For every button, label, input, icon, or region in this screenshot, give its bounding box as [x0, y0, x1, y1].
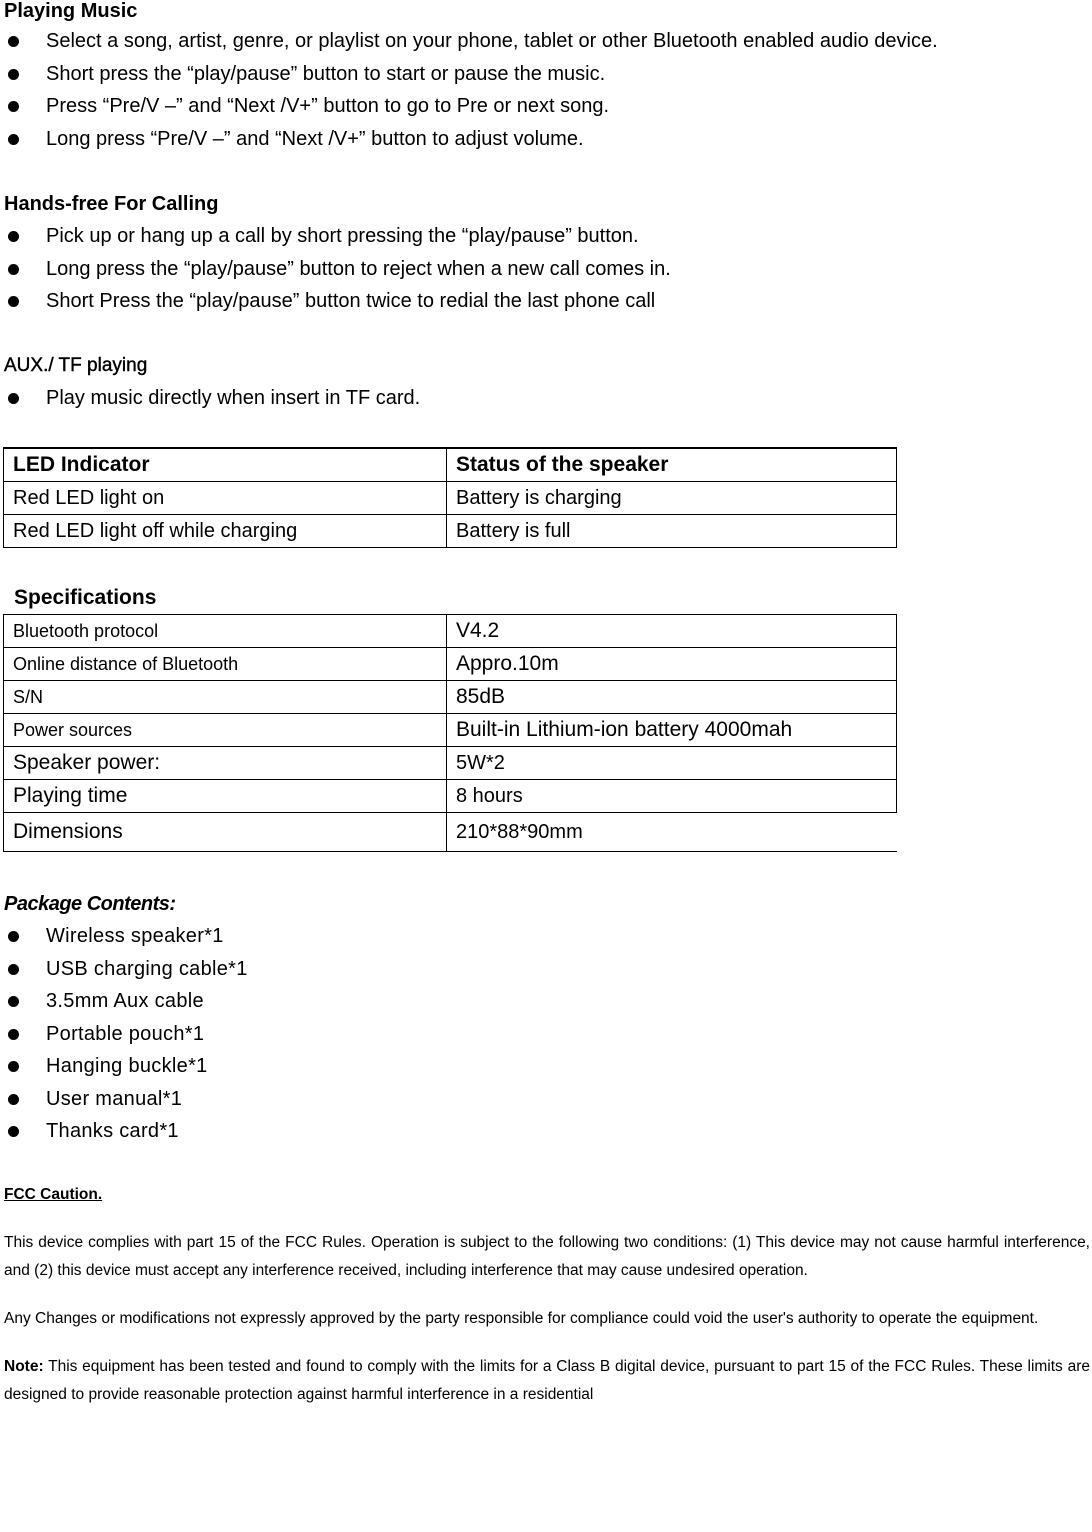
fcc-section	[4, 1181, 1090, 1409]
table-header-cell: LED Indicator	[4, 448, 447, 482]
list-item: Thanks card*1	[0, 1115, 248, 1148]
list-item: Portable pouch*1	[0, 1018, 248, 1051]
fcc-paragraph-2: Any Changes or modifications not expressly approved by the party responsible for compliance could void the user's authority to operate the equipment.	[4, 1310, 1039, 1327]
bullet-icon	[8, 964, 19, 975]
list-item: USB charging cable*1	[0, 953, 248, 986]
bullet-icon	[8, 101, 19, 112]
table-cell: Built-in Lithium-ion battery 4000mah	[447, 714, 897, 747]
list-item: Select a song, artist, genre, or playlist on your phone, tablet or other Bluetooth enabled audio device.	[0, 25, 938, 58]
table-cell: Online distance of Bluetooth	[4, 648, 447, 681]
hands-free-heading: Hands-free For Calling	[4, 193, 219, 215]
fcc-paragraph-1: This device complies with part 15 of the FCC Rules. Operation is subject to the following two conditions: (1) This device may not cause harmful interference, and (2) this device must accept any interference received, including interference that may cause undesired operation.	[4, 1234, 1090, 1279]
bullet-icon	[8, 264, 19, 275]
list-item: Hanging buckle*1	[0, 1050, 248, 1083]
table-row	[4, 482, 897, 515]
table-row	[4, 681, 897, 714]
list-item: Short press the “play/pause” button to start or pause the music.	[0, 58, 938, 91]
table-cell: Playing time	[4, 780, 447, 813]
package-contents-heading: Package Contents:	[4, 893, 176, 915]
table-row	[4, 648, 897, 681]
list-item: 3.5mm Aux cable	[0, 985, 248, 1018]
table-cell: 5W*2	[447, 747, 897, 780]
table-cell: Power sources	[4, 714, 447, 747]
bullet-icon	[8, 931, 19, 942]
fcc-caution-heading: FCC Caution.	[4, 1186, 103, 1203]
bullet-icon	[8, 1029, 19, 1040]
list-item: Play music directly when insert in TF card.	[0, 382, 420, 415]
bullet-icon	[8, 231, 19, 242]
list-item: Wireless speaker*1	[0, 920, 248, 953]
list-item: Short Press the “play/pause” button twice to redial the last phone call	[0, 285, 671, 318]
list-item: Long press “Pre/V –” and “Next /V+” button to adjust volume.	[0, 123, 938, 156]
table-row	[4, 515, 897, 548]
note-label: Note:	[4, 1358, 44, 1375]
table-cell: 85dB	[447, 681, 897, 714]
table-cell: Battery is full	[447, 515, 897, 548]
specifications-table	[3, 614, 897, 852]
bullet-icon	[8, 1126, 19, 1137]
table-row	[4, 813, 897, 852]
bullet-icon	[8, 36, 19, 47]
table-cell: S/N	[4, 681, 447, 714]
table-cell: Dimensions	[4, 813, 447, 852]
list-item: User manual*1	[0, 1083, 248, 1116]
table-cell: 210*88*90mm	[447, 813, 897, 852]
specifications-heading: Specifications	[14, 586, 157, 609]
package-contents-list	[0, 920, 248, 1148]
table-cell: Speaker power:	[4, 747, 447, 780]
list-item: Long press the “play/pause” button to reject when a new call comes in.	[0, 253, 671, 286]
table-header-cell: Status of the speaker	[447, 448, 897, 482]
aux-tf-list	[0, 382, 420, 415]
table-cell: Red LED light on	[4, 482, 447, 515]
playing-music-list	[0, 25, 938, 155]
table-cell: V4.2	[447, 615, 897, 648]
hands-free-list	[0, 220, 671, 318]
table-row	[4, 615, 897, 648]
playing-music-heading: Playing Music	[4, 0, 138, 22]
bullet-icon	[8, 996, 19, 1007]
list-item: Press “Pre/V –” and “Next /V+” button to go to Pre or next song.	[0, 90, 938, 123]
table-row	[4, 747, 897, 780]
bullet-icon	[8, 1061, 19, 1072]
table-cell: Battery is charging	[447, 482, 897, 515]
table-cell: Red LED light off while charging	[4, 515, 447, 548]
fcc-note-paragraph	[4, 1353, 1090, 1409]
bullet-icon	[8, 393, 19, 404]
led-indicator-table	[3, 447, 897, 548]
table-cell: Bluetooth protocol	[4, 615, 447, 648]
note-text: This equipment has been tested and found to comply with the limits for a Class B digital device, pursuant to part 15 of the FCC Rules. These limits are designed to provide reasonable protection against harmful interference in a residential	[4, 1358, 1090, 1403]
table-header-row	[4, 448, 897, 482]
bullet-icon	[8, 296, 19, 307]
table-cell: 8 hours	[447, 780, 897, 813]
table-row	[4, 714, 897, 747]
list-item: Pick up or hang up a call by short pressing the “play/pause” button.	[0, 220, 671, 253]
bullet-icon	[8, 1094, 19, 1105]
bullet-icon	[8, 134, 19, 145]
table-cell: Appro.10m	[447, 648, 897, 681]
aux-tf-heading: AUX./ TF playing	[4, 355, 148, 376]
bullet-icon	[8, 69, 19, 80]
table-row	[4, 780, 897, 813]
